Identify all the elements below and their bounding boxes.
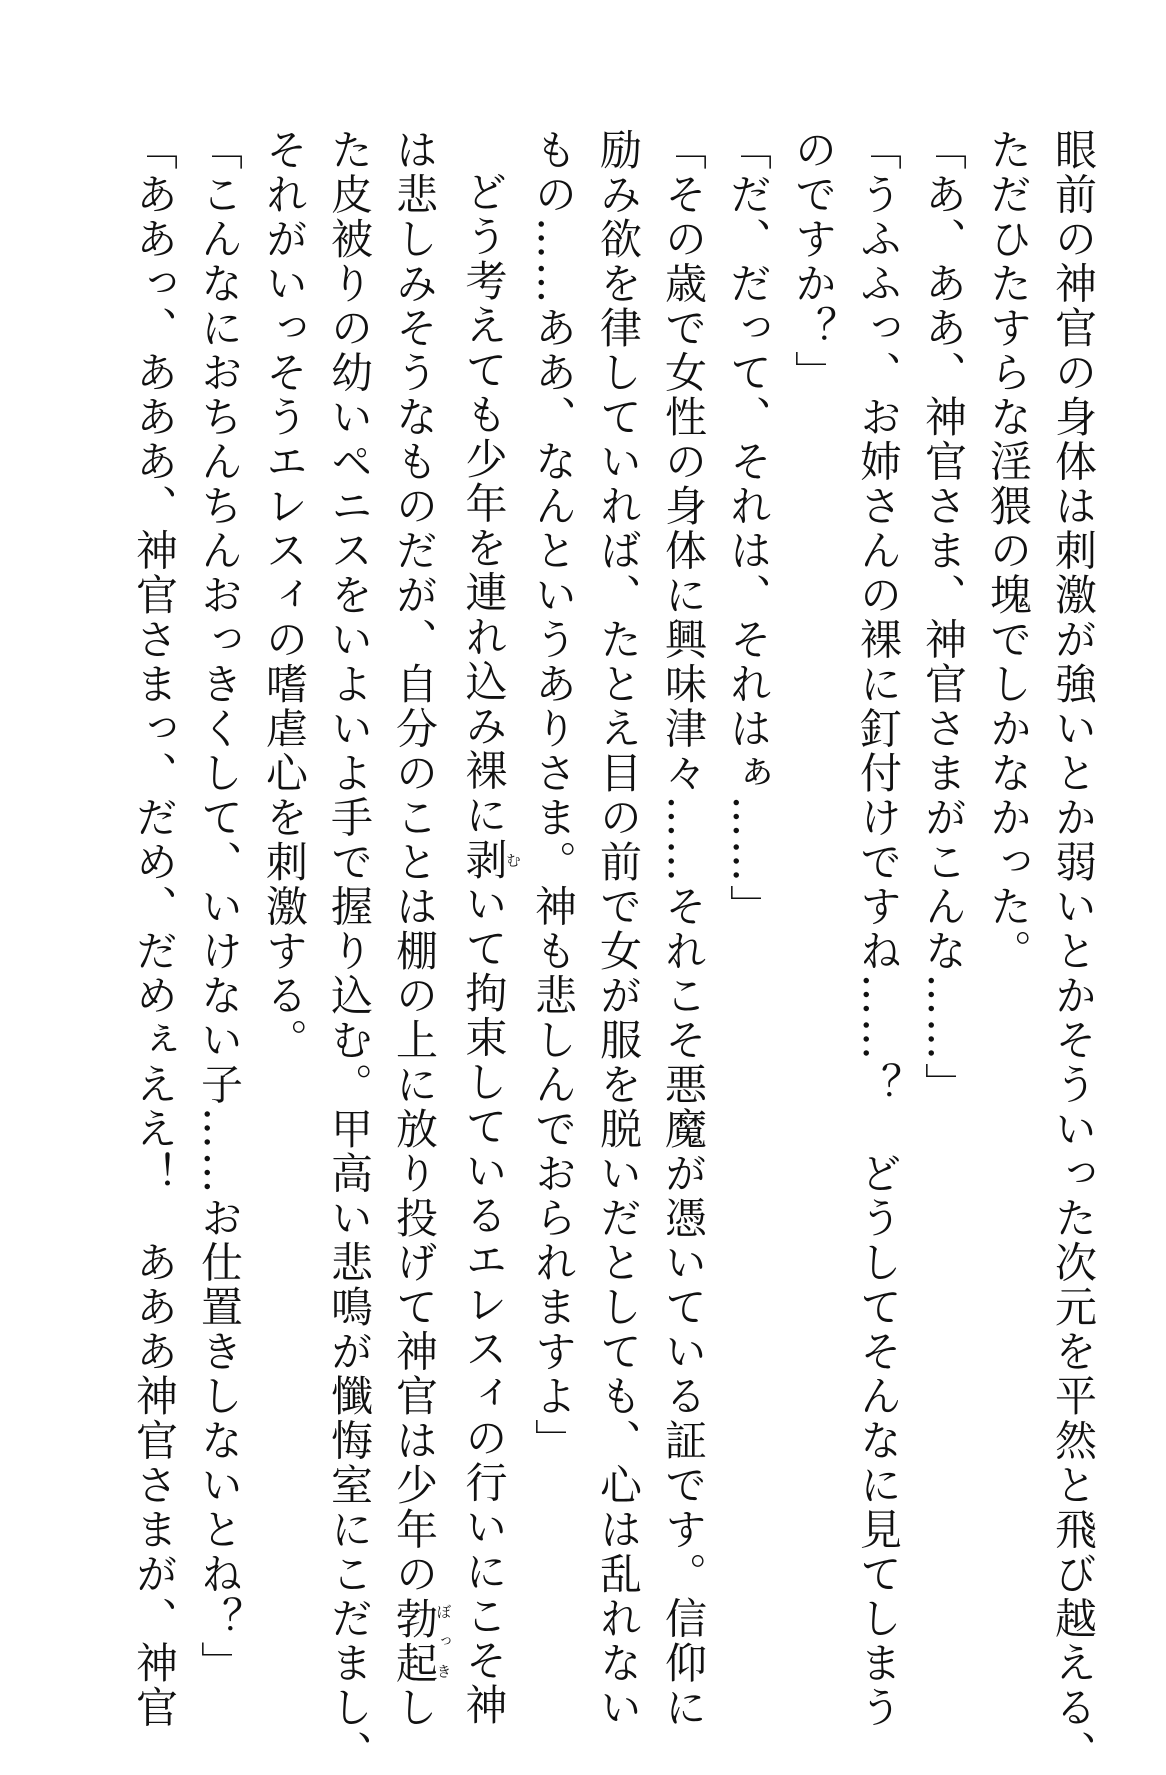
text-line: のですか？」 <box>789 128 838 395</box>
text-line: た皮被りの幼いペニスをいよいよ手で握り込む。甲高い悲鳴が懺悔室にこだまし、 <box>325 128 374 1775</box>
text-line: 「こんなにおちんちんおっきくして、いけない子……お仕置きしないとね？」 <box>195 128 244 1686</box>
text-line: 励み欲を律していれば、たとえ目の前で女が服を脱いだとしても、心は乱れない <box>594 128 643 1730</box>
text-line: それがいっそうエレスィの嗜虐心を刺激する。 <box>260 128 309 1063</box>
text-line: 「あ、ああ、神官さま、神官さまがこんな……」 <box>919 128 968 1107</box>
vertical-text-block <box>122 128 1106 1775</box>
text-line: は悲しみそうなものだが、自分のことは棚の上に放り投げて神官は少年の勃起ぼっきし <box>390 128 453 1730</box>
text-line: 「だ、だって、それは、それはぁ……」 <box>724 128 773 929</box>
furigana-reading: ぼっき <box>434 1596 453 1686</box>
text-line: 「その歳で女性の身体に興味津々……それこそ悪魔が憑いている証です。信仰に <box>659 128 708 1730</box>
text-line: 「うふふっ、お姉さんの裸に釘付けですね……？ どうしてそんなに見てしまう <box>854 128 903 1730</box>
text-line: もの……ああ、なんというありさま。神も悲しんでおられますよ」 <box>529 128 578 1463</box>
furigana-reading: む <box>504 837 522 882</box>
text-line: 「ああっ、あああ、神官さまっ、だめ、だめぇええ！ あああ神官さまが、神官 <box>130 128 179 1730</box>
text-line: どう考えても少年を連れ込み裸に剥むいて拘束しているエレスィの行いにこそ神 <box>459 170 522 1728</box>
text-line: 眼前の神官の身体は刺激が強いとか弱いとかそういった次元を平然と飛び越える、 <box>1049 128 1098 1775</box>
furigana-ruby: 勃起ぼっき <box>390 1596 453 1686</box>
text-line: ただひたすらな淫猥の塊でしかなかった。 <box>984 128 1033 974</box>
furigana-ruby: 剥む <box>459 837 522 882</box>
